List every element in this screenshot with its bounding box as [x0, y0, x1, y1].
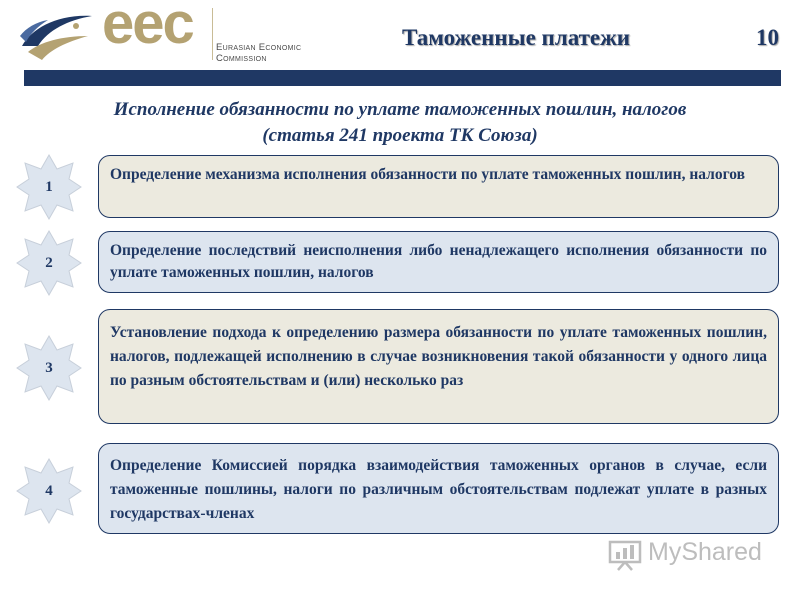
item-1-badge [14, 152, 84, 222]
logo-divider [212, 8, 213, 60]
item-1-number: 1 [45, 179, 53, 195]
slide-subtitle [40, 97, 760, 149]
logo-subtitle-line1: Eurasian Economic [216, 42, 302, 53]
item-2-number: 2 [45, 255, 53, 271]
item-2-badge [14, 228, 84, 298]
header-bar [24, 70, 781, 86]
presentation-board-icon [608, 539, 642, 571]
subtitle-line2: (статья 241 проекта ТК Союза) [262, 125, 538, 146]
item-3-badge [14, 333, 84, 403]
eec-logo [18, 0, 308, 66]
subtitle-line1: Исполнение обязанности по уплате таможенных пошлин, налогов [113, 99, 687, 120]
item-4-badge [14, 456, 84, 526]
page-number: 10 [756, 25, 779, 50]
watermark [608, 537, 778, 573]
item-4-number: 4 [45, 483, 53, 499]
watermark-text: MyShared [648, 538, 762, 566]
page-title: Таможенные платежи [402, 25, 631, 50]
item-2-card: Определение последствий неисполнения либо ненадлежащего исполнения обязанности по уплате таможенных пошлин, налогов [98, 231, 779, 293]
logo-subtitle-line2: Commission [216, 53, 267, 64]
item-1-card: Определение механизма исполнения обязанности по уплате таможенных пошлин, налогов [98, 155, 779, 218]
item-3-number: 3 [45, 360, 53, 376]
eec-emblem-icon [18, 6, 96, 64]
logo-wordmark: eec [102, 0, 193, 56]
item-3-card: Установление подхода к определению размера обязанности по уплате таможенных пошлин, налогов, подлежащей исполнению в случае возникновения такой обязанности у одного лица по разным обстоятельствам и (или) несколько раз [98, 309, 779, 424]
logo-subtitle [216, 42, 301, 64]
item-4-card: Определение Комиссией порядка взаимодействия таможенных органов в случае, если таможенные пошлины, налоги по различным обстоятельствам подлежат уплате в разных государствах-членах [98, 443, 779, 534]
